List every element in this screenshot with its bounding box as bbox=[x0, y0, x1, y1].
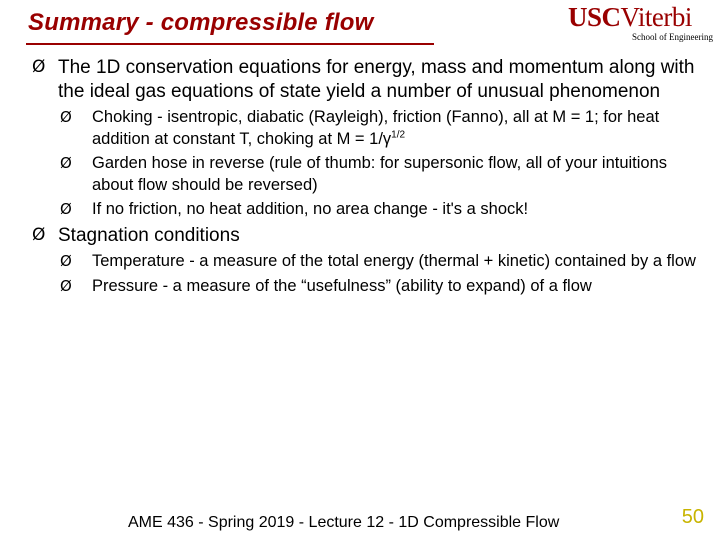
sub-bullet-item bbox=[60, 199, 707, 221]
sub-bullet-text: Garden hose in reverse (rule of thumb: for supersonic flow, all of your intuitions about flow should be reversed) bbox=[92, 154, 668, 194]
sub-bullet-item bbox=[60, 107, 707, 150]
slide-body bbox=[32, 56, 707, 300]
arrow-bullet-icon: Ø bbox=[60, 252, 72, 270]
arrow-bullet-icon: Ø bbox=[32, 224, 46, 245]
bullet-item bbox=[32, 224, 707, 248]
title-underline bbox=[26, 43, 434, 45]
page-number: 50 bbox=[681, 506, 704, 528]
logo-usc: USC bbox=[568, 2, 621, 32]
bullet-group-1 bbox=[32, 56, 707, 221]
sub-bullet-text: Pressure - a measure of the “usefulness” (ability to expand) of a flow bbox=[92, 276, 592, 295]
arrow-bullet-icon: Ø bbox=[60, 154, 72, 172]
sub-bullet-text: Choking - isentropic, diabatic (Rayleigh), friction (Fanno), all at M = 1; for heat addition at constant T, choking at M = 1/ bbox=[92, 108, 660, 148]
arrow-bullet-icon: Ø bbox=[60, 276, 72, 295]
sub-bullet-text: Temperature - a measure of the total energy (thermal + kinetic) contained by a flow bbox=[92, 252, 696, 270]
sub-bullet-text: If no friction, no heat addition, no area change - it's a shock! bbox=[92, 200, 529, 218]
logo-wordmark bbox=[568, 2, 692, 33]
sub-bullet-item bbox=[60, 251, 707, 273]
arrow-bullet-icon: Ø bbox=[60, 200, 72, 218]
bullet-text: The 1D conservation equations for energy, mass and momentum along with the ideal gas equations of state yield a number of unusual phenomenon bbox=[58, 57, 695, 102]
gamma-symbol: γ bbox=[382, 129, 392, 148]
slide-footer: AME 436 - Spring 2019 - Lecture 12 - 1D Compressible Flow bbox=[128, 514, 560, 531]
slide-title: Summary - compressible flow bbox=[28, 9, 374, 36]
bullet-text: Stagnation conditions bbox=[58, 224, 240, 246]
bullet-group-2 bbox=[32, 224, 707, 298]
sub-bullet-item bbox=[60, 276, 707, 298]
sub-bullet-item bbox=[60, 153, 707, 196]
logo-viterbi: Viterbi bbox=[620, 2, 692, 32]
superscript: 1/2 bbox=[391, 129, 406, 140]
bullet-item bbox=[32, 56, 707, 103]
logo-subtitle: School of Engineering bbox=[632, 32, 713, 42]
arrow-bullet-icon: Ø bbox=[32, 57, 46, 77]
arrow-bullet-icon: Ø bbox=[60, 108, 72, 126]
usc-viterbi-logo bbox=[568, 2, 713, 44]
